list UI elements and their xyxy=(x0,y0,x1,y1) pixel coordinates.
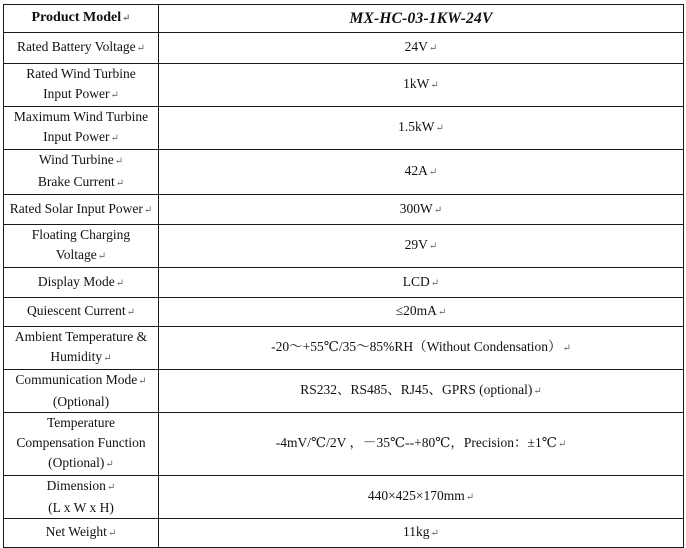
row-label: Wind Turbine↵ Brake Current↵ xyxy=(4,150,159,195)
header-row xyxy=(4,5,684,33)
row-value: 1kW↵ xyxy=(159,64,684,107)
paragraph-mark-icon: ↵ xyxy=(465,492,475,503)
row-value: 29V↵ xyxy=(159,225,684,268)
paragraph-mark-icon: ↵ xyxy=(122,13,131,24)
row-value: LCD↵ xyxy=(159,268,684,298)
row-label: Floating Charging Voltage↵ xyxy=(4,225,159,268)
paragraph-mark-icon: ↵ xyxy=(110,90,119,101)
row-value: 300W↵ xyxy=(159,195,684,225)
row-label: Display Mode↵ xyxy=(4,268,159,298)
paragraph-mark-icon: ↵ xyxy=(428,43,438,54)
row-label: Rated Solar Input Power↵ xyxy=(4,195,159,225)
paragraph-mark-icon: ↵ xyxy=(97,251,107,262)
header-model: MX-HC-03-1KW-24V xyxy=(349,9,493,27)
paragraph-mark-icon: ↵ xyxy=(562,343,571,354)
row-value: RS232、RS485、RJ45、GPRS (optional)↵ xyxy=(159,370,684,413)
row-value: 42A↵ xyxy=(159,150,684,195)
paragraph-mark-icon: ↵ xyxy=(106,482,116,493)
table-row xyxy=(4,64,684,107)
paragraph-mark-icon: ↵ xyxy=(115,178,125,189)
table-row xyxy=(4,268,684,298)
row-label: Temperature Compensation Function (Optional)↵ xyxy=(4,413,159,476)
paragraph-mark-icon: ↵ xyxy=(105,459,114,470)
paragraph-mark-icon: ↵ xyxy=(115,277,125,289)
table-row xyxy=(4,33,684,64)
paragraph-mark-icon: ↵ xyxy=(103,353,112,364)
row-label: Ambient Temperature & Humidity↵ xyxy=(4,327,159,370)
row-label: Quiescent Current↵ xyxy=(4,298,159,327)
row-value: ≤20mA↵ xyxy=(159,298,684,327)
row-value: -20～+55℃/35～85%RH（Without Condensation）↵ xyxy=(159,327,684,370)
row-value: 11kg↵ xyxy=(159,519,684,548)
paragraph-mark-icon: ↵ xyxy=(114,156,124,167)
row-label: Rated Wind Turbine Input Power↵ xyxy=(4,64,159,107)
paragraph-mark-icon: ↵ xyxy=(107,528,117,539)
spec-table xyxy=(3,4,684,548)
row-value: 440×425×170mm↵ xyxy=(159,476,684,519)
table-row xyxy=(4,519,684,548)
row-label: Maximum Wind Turbine Input Power↵ xyxy=(4,107,159,150)
table-row xyxy=(4,327,684,370)
paragraph-mark-icon: ↵ xyxy=(126,307,135,318)
header-model-cell xyxy=(159,5,684,33)
row-value: -4mV/℃/2V ，－35℃--+80℃，Precision：±1℃↵ xyxy=(159,413,684,476)
paragraph-mark-icon: ↵ xyxy=(136,43,146,54)
table-row xyxy=(4,107,684,150)
paragraph-mark-icon: ↵ xyxy=(428,241,438,252)
table-row xyxy=(4,195,684,225)
table-row xyxy=(4,298,684,327)
row-label: Rated Battery Voltage↵ xyxy=(4,33,159,64)
paragraph-mark-icon: ↵ xyxy=(430,277,440,289)
row-label: Net Weight↵ xyxy=(4,519,159,548)
table-row xyxy=(4,476,684,519)
row-label: Communication Mode↵ (Optional) xyxy=(4,370,159,413)
table-row xyxy=(4,225,684,268)
table-row xyxy=(4,150,684,195)
row-value: 24V↵ xyxy=(159,33,684,64)
table-row xyxy=(4,370,684,413)
paragraph-mark-icon: ↵ xyxy=(110,133,119,144)
paragraph-mark-icon: ↵ xyxy=(428,167,438,178)
header-label: Product Model xyxy=(31,10,122,25)
paragraph-mark-icon: ↵ xyxy=(430,80,439,91)
paragraph-mark-icon: ↵ xyxy=(143,204,153,216)
row-value: 1.5kW↵ xyxy=(159,107,684,150)
paragraph-mark-icon: ↵ xyxy=(430,528,439,539)
row-label: Dimension↵ (L x W x H) xyxy=(4,476,159,519)
table-row xyxy=(4,413,684,476)
paragraph-mark-icon: ↵ xyxy=(138,376,147,387)
paragraph-mark-icon: ↵ xyxy=(437,307,447,318)
header-label-cell xyxy=(4,5,159,33)
paragraph-mark-icon: ↵ xyxy=(433,204,443,216)
paragraph-mark-icon: ↵ xyxy=(533,386,542,397)
paragraph-mark-icon: ↵ xyxy=(557,439,567,450)
paragraph-mark-icon: ↵ xyxy=(435,123,444,134)
